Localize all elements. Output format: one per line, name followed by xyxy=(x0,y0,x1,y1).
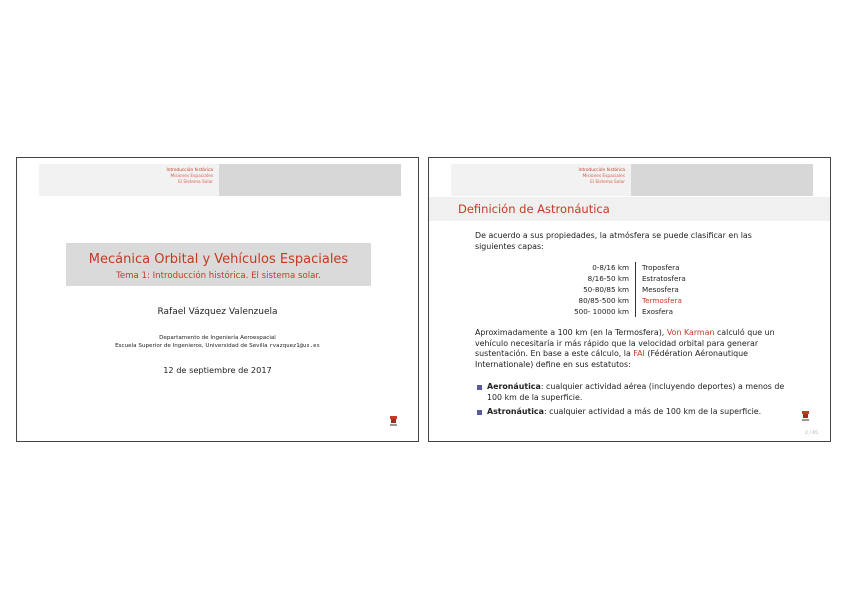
section-link[interactable]: Introducción histórica xyxy=(166,168,213,173)
layer-range: 8/16-50 km xyxy=(555,273,636,284)
fai-link[interactable]: FAI xyxy=(633,349,645,359)
layer-range: 0-8/16 km xyxy=(555,262,636,273)
presentation-title: Mecánica Orbital y Vehículos Espaciales xyxy=(88,252,349,267)
presentation-subtitle: Tema 1: Introducción histórica. El sistema solar. xyxy=(116,271,321,281)
layer-name: Exosfera xyxy=(642,307,674,316)
layer-name-link[interactable]: Termosfera xyxy=(642,296,682,305)
page-number: 2 / 65 xyxy=(805,431,818,436)
content-slide xyxy=(428,157,831,442)
table-row xyxy=(555,295,686,306)
section-nav xyxy=(39,164,219,196)
table-row xyxy=(555,262,686,273)
slide-header xyxy=(451,164,813,196)
section-link[interactable]: Misiones Espaciales xyxy=(582,173,625,179)
title-box xyxy=(66,243,371,286)
definition: : cualquier actividad aérea (incluyendo deportes) a menos de 100 km de la superficie. xyxy=(487,382,785,402)
definition: : cualquier actividad a más de 100 km de la superficie. xyxy=(543,407,762,416)
section-nav xyxy=(451,164,631,196)
table-row xyxy=(555,284,686,295)
department: Departamento de Ingeniería Aeroespacial xyxy=(159,335,276,341)
text: calculó que un vehículo necesitaría ir más rápido que la velocidad orbital para generar sustentación. En base a este cálculo, la xyxy=(475,328,775,359)
section-link[interactable]: El Sistema Solar xyxy=(178,179,213,185)
section-link[interactable]: Misiones Espaciales xyxy=(170,173,213,179)
term: Aeronáutica xyxy=(487,382,541,391)
frame-title: Definición de Astronáutica xyxy=(458,202,610,216)
title-slide xyxy=(16,157,419,442)
university-logo-icon xyxy=(390,416,397,426)
text: (Fédération Aéronautique Internationale) define en sus estatutos: xyxy=(475,349,749,370)
layer-range: 50-80/85 km xyxy=(555,284,636,295)
text: Aproximadamente a 100 km (en la Termosfera), xyxy=(475,328,665,337)
slide-header xyxy=(39,164,401,196)
bullet-icon xyxy=(477,410,482,415)
von-karman-link[interactable]: Von Karman xyxy=(666,328,715,337)
layer-name: Troposfera xyxy=(642,263,680,272)
author: Rafael Vázquez Valenzuela xyxy=(157,307,278,317)
header-bar xyxy=(631,164,813,196)
layer-range: 80/85-500 km xyxy=(555,295,636,306)
atmosphere-layers-table xyxy=(555,262,686,317)
institution xyxy=(17,343,418,349)
date: 12 de septiembre de 2017 xyxy=(163,365,272,375)
layer-name: Estratosfera xyxy=(642,274,686,283)
school-name: Escuela Superior de Ingenieros, Universidad de Sevilla xyxy=(115,343,268,349)
bullet-icon xyxy=(477,385,482,390)
frame-title-bar xyxy=(429,197,830,221)
intro-text: De acuerdo a sus propiedades, la atmósfera se puede clasificar en las siguientes capas: xyxy=(475,231,752,251)
layer-name: Mesosfera xyxy=(642,285,679,294)
paragraph xyxy=(475,328,787,371)
section-link[interactable]: El Sistema Solar xyxy=(590,179,625,185)
university-logo-icon xyxy=(802,411,809,421)
section-link[interactable]: Introducción histórica xyxy=(578,168,625,173)
table-row xyxy=(555,306,686,317)
list-item xyxy=(487,382,787,403)
term: Astronáutica xyxy=(487,407,544,416)
layer-range: 500- 10000 km xyxy=(555,306,636,317)
header-bar xyxy=(219,164,401,196)
email: rvazquez1@us.es xyxy=(269,343,320,349)
list-item xyxy=(487,407,787,418)
table-row xyxy=(555,273,686,284)
